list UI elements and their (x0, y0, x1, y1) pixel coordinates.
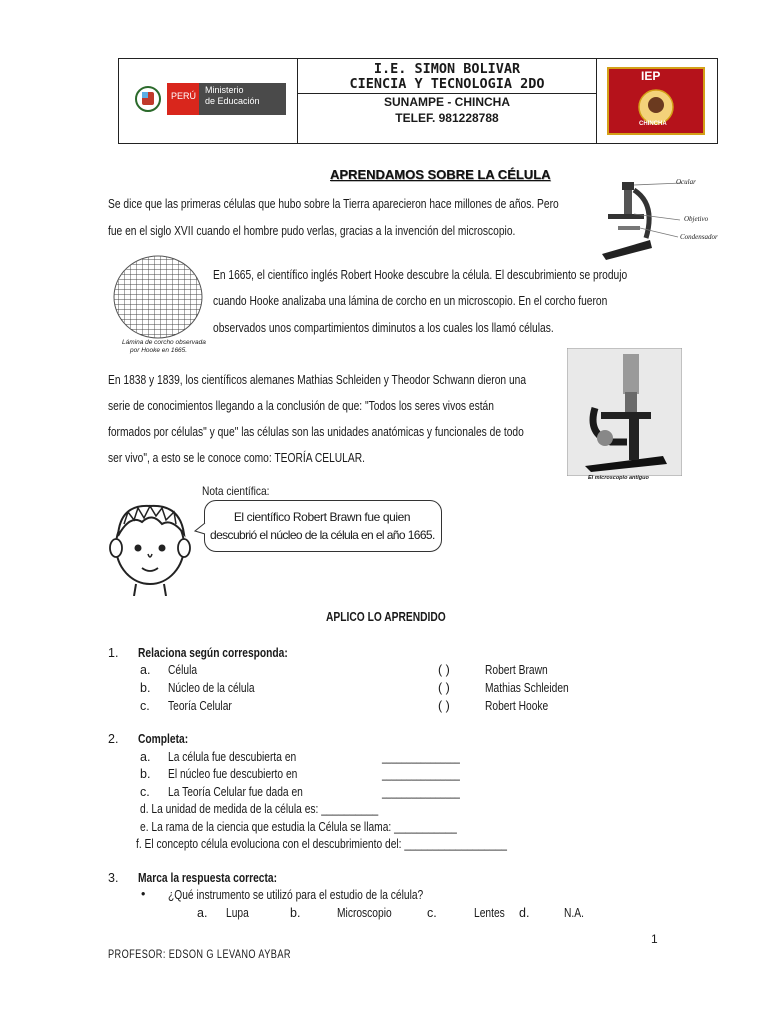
q2-c-text: La Teoría Celular fue dada en (168, 785, 303, 799)
microscope-diagram (594, 176, 744, 261)
microscope-label-objetivo: Objetivo (684, 215, 709, 223)
school-location: SUNAMPE - CHINCHA (384, 95, 510, 109)
q1-b-text: Núcleo de la célula (168, 681, 255, 695)
q2-b-text: El núcleo fue descubierto en (168, 767, 298, 781)
cork-caption-1: Lámina de corcho observada (122, 339, 206, 346)
header-divider (298, 93, 596, 94)
q2-a-text: La célula fue descubierta en (168, 750, 297, 764)
microscope-label-condensador: Condensador (680, 233, 718, 241)
peru-label: PERÚ (171, 91, 197, 101)
old-microscope-photo (567, 348, 682, 476)
para3-line2: serie de conocimientos llegando a la conclusión de que: "Todos los seres vivos están (108, 399, 494, 413)
iep-logo-text: IEP (641, 69, 661, 83)
q3-option-b-text[interactable]: Microscopio (337, 906, 392, 920)
q3-title: Marca la respuesta correcta: (138, 871, 278, 885)
old-microscope-caption: El microscopio antiguo (588, 475, 649, 481)
para3-line1: En 1838 y 1839, los científicos alemanes Mathias Schleiden y Theodor Schwann dieron una (108, 373, 527, 387)
q2-e-item[interactable]: e. La rama de la ciencia que estudia la Célula se llama: ___________ (140, 820, 457, 834)
q1-c-answer: Robert Hooke (485, 699, 549, 713)
q2-b-blank[interactable]: ________________ (382, 767, 460, 781)
cork-cells-image (112, 254, 204, 340)
iep-logo-sub: CHINCHA (639, 121, 667, 127)
q2-a-blank[interactable]: ________________ (382, 750, 460, 764)
science-note-label: Nota científica: (202, 484, 270, 498)
q2-b-letter: b. (140, 767, 151, 781)
q3-bullet: • (141, 887, 146, 901)
q1-a-answer: Robert Brawn (485, 663, 548, 677)
speech-bubble (204, 500, 442, 552)
school-name: I.E. SIMON BOLIVAR (373, 61, 521, 77)
header-box (118, 58, 718, 144)
q3-option-d-text[interactable]: N.A. (564, 906, 584, 920)
q1-a-letter: a. (140, 663, 151, 677)
q3-option-c-text[interactable]: Lentes (474, 906, 505, 920)
q3-question: ¿Qué instrumento se utilizó para el estudio de la célula? (168, 888, 424, 902)
q3-option-a-text[interactable]: Lupa (226, 906, 249, 920)
q3-number: 3. (108, 871, 119, 885)
para3-line4: ser vivo", a esto se le conoce como: TEORÍA CELULAR. (108, 451, 365, 465)
q3-option-d-letter[interactable]: d. (519, 906, 530, 920)
para1-line1: Se dice que las primeras células que hubo sobre la Tierra aparecieron hace millones de años. Pero (108, 197, 559, 211)
q1-c-text: Teoría Celular (168, 699, 232, 713)
para3-line3: formados por células" y que" las células son las unidades anatómicas y funcionales de todo (108, 425, 524, 439)
microscope-label-ocular: Ocular (676, 178, 696, 186)
bubble-text-2: descubrió el núcleo de la célula en el año 1665. (210, 528, 435, 542)
q2-c-blank[interactable]: ________________ (382, 785, 460, 799)
q1-b-answer: Mathias Schleiden (485, 681, 569, 695)
q3-option-c-letter[interactable]: c. (427, 906, 437, 920)
header-title-cell (298, 59, 596, 143)
teacher-name: PROFESOR: EDSON G LEVANO AYBAR (108, 949, 291, 961)
q1-b-letter: b. (140, 681, 151, 695)
q2-number: 2. (108, 732, 119, 746)
para2-line2: cuando Hooke analizaba una lámina de corcho en un microscopio. En el corcho fueron (213, 294, 608, 308)
ministry-label-2: de Educación (205, 96, 260, 106)
q1-c-letter: c. (140, 699, 150, 713)
section-title-aplico: APLICO LO APRENDIDO (326, 610, 446, 624)
q1-a-paren[interactable]: ( ) (438, 663, 450, 677)
q3-option-b-letter[interactable]: b. (290, 906, 301, 920)
para1-line2: fue en el siglo XVII cuando el hombre pudo verlas, gracias a la invención del microscopio. (108, 224, 516, 238)
page-number: 1 (651, 932, 658, 946)
bubble-text-1: El científico Robert Brawn fue quien (233, 510, 411, 524)
para2-line1: En 1665, el científico inglés Robert Hooke descubre la célula. El descubrimiento se produjo (213, 268, 628, 282)
q2-c-letter: c. (140, 785, 150, 799)
iep-logo-cell (596, 59, 717, 143)
cork-caption-2: por Hooke en 1665. (130, 347, 188, 354)
ministry-label-1: Ministerio (205, 85, 244, 95)
school-phone: TELEF. 981228788 (395, 111, 499, 125)
q3-option-a-letter[interactable]: a. (197, 906, 208, 920)
q1-b-paren[interactable]: ( ) (438, 681, 450, 695)
q2-d-item[interactable]: d. La unidad de medida de la célula es: __________ (140, 802, 379, 816)
q1-title: Relaciona según corresponda: (138, 646, 288, 660)
q2-a-letter: a. (140, 750, 151, 764)
q2-title: Completa: (138, 732, 189, 746)
q1-a-text: Célula (168, 663, 198, 677)
boy-cartoon-illustration (106, 494, 200, 596)
q1-number: 1. (108, 646, 119, 660)
section-title-celula: APRENDAMOS SOBRE LA CÉLULA (330, 167, 551, 182)
q2-f-item[interactable]: f. El concepto célula evoluciona con el descubrimiento del: __________________ (136, 837, 507, 851)
para2-line3: observados unos compartimientos diminutos a los cuales los llamó células. (213, 321, 554, 335)
ministry-logo-cell (119, 59, 298, 143)
course-title: CIENCIA Y TECNOLOGIA 2DO (349, 76, 545, 92)
speech-bubble-tail (194, 522, 208, 536)
q1-c-paren[interactable]: ( ) (438, 699, 450, 713)
